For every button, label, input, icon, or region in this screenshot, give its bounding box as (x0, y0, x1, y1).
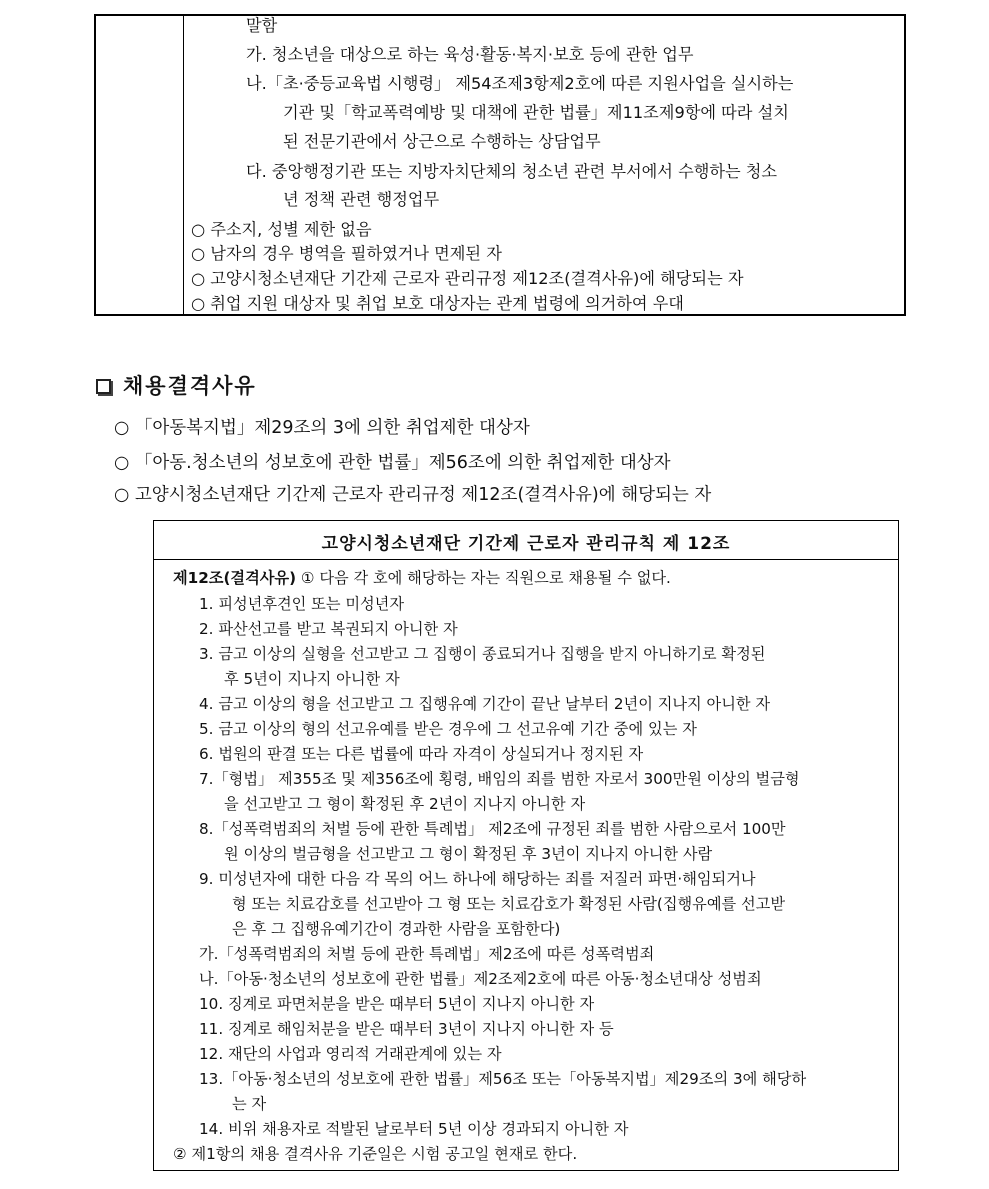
rule-item: 10. 징계로 파면처분을 받은 때부터 5년이 지나지 아니한 자 (199, 995, 595, 1013)
rule-item: 6. 법원의 판결 또는 다른 법률에 따라 자격이 상실되거나 정지된 자 (199, 745, 644, 763)
table-line: 가. 청소년을 대상으로 하는 육성·활동·복지·보호 등에 관한 업무 (246, 45, 694, 64)
disqualification-bullet: ○ 「아동.청소년의 성보호에 관한 법률」제56조에 의한 취업제한 대상자 (114, 453, 671, 473)
table-line: 말함 (246, 16, 278, 35)
rule-item-continued: 는 자 (232, 1095, 267, 1113)
rule-item-continued: 은 후 그 집행유예기간이 경과한 사람을 포함한다) (232, 920, 561, 938)
rule-item: 12. 재단의 사업과 영리적 거래관계에 있는 자 (199, 1045, 502, 1063)
checkbox-square-icon (96, 379, 111, 394)
rule-item: 2. 파산선고를 받고 복권되지 아니한 자 (199, 620, 458, 638)
article-intro: ① 다음 각 호에 해당하는 자는 직원으로 채용될 수 없다. (296, 569, 671, 587)
rule-title: 고양시청소년재단 기간제 근로자 관리규칙 제 12조 (321, 534, 731, 554)
table-line: 다. 중앙행정기관 또는 지방자치단체의 청소년 관련 부서에서 수행하는 청소 (246, 162, 778, 181)
rule-item: 3. 금고 이상의 실형을 선고받고 그 집행이 종료되거나 집행을 받지 아니하기로 확정된 (199, 645, 766, 663)
disqualification-bullet: ○ 「아동복지법」제29조의 3에 의한 취업제한 대상자 (114, 418, 530, 438)
rule-item-continued: 후 5년이 지나지 아니한 자 (224, 670, 400, 688)
article-label: 제12조(결격사유) (173, 569, 297, 587)
section-heading-text: 채용결격사유 (123, 374, 257, 398)
table-bullet: ○ 남자의 경우 병역을 필하였거나 면제된 자 (191, 244, 502, 263)
table-line: 된 전문기관에서 상근으로 수행하는 상담업무 (283, 132, 601, 151)
rule-subitem: 가.「성폭력범죄의 처벌 등에 관한 특례법」제2조에 따른 성폭력범죄 (199, 945, 655, 963)
rule-item: 4. 금고 이상의 형을 선고받고 그 집행유예 기간이 끝난 날부터 2년이 지나지 아니한 자 (199, 695, 771, 713)
table-bullet: ○ 주소지, 성별 제한 없음 (191, 220, 372, 239)
rule-subitem: 나.「아동·청소년의 성보호에 관한 법률」제2조제2호에 따른 아동·청소년대상 성범죄 (199, 970, 762, 988)
rule-item: 11. 징계로 해임처분을 받은 때부터 3년이 지나지 아니한 자 등 (199, 1020, 614, 1038)
rule-item-continued: 을 선고받고 그 형이 확정된 후 2년이 지나지 아니한 자 (224, 795, 586, 813)
rule-item-continued: 형 또는 치료감호를 선고받아 그 형 또는 치료감호가 확정된 사람(집행유예를 선고받 (232, 895, 786, 913)
article-heading (173, 568, 671, 588)
rule-item: 9. 미성년자에 대한 다음 각 목의 어느 하나에 해당하는 죄를 저질러 파면·해임되거나 (199, 870, 756, 888)
section-heading (96, 370, 257, 400)
disqualification-bullet: ○ 고양시청소년재단 기간제 근로자 관리규정 제12조(결격사유)에 해당되는 자 (114, 485, 712, 505)
table-bullet: ○ 고양시청소년재단 기간제 근로자 관리규정 제12조(결격사유)에 해당되는 자 (191, 269, 744, 288)
rule-item: 7.「형법」 제355조 및 제356조에 횡령, 배임의 죄를 범한 자로서 300만원 이상의 벌금형 (199, 770, 800, 788)
table-column-divider (183, 16, 184, 314)
table-line: 나.「초·중등교육법 시행령」 제54조제3항제2호에 따른 지원사업을 실시하는 (246, 74, 794, 93)
rule-item: 13.「아동·청소년의 성보호에 관한 법률」제56조 또는「아동복지법」제29조의 3에 해당하 (199, 1070, 807, 1088)
rule-item: 8.「성폭력범죄의 처벌 등에 관한 특례법」 제2조에 규정된 죄를 범한 사람으로서 100만 (199, 820, 786, 838)
rule-item: 1. 피성년후견인 또는 미성년자 (199, 595, 405, 613)
table-line: 기관 및「학교폭력예방 및 대책에 관한 법률」제11조제9항에 따라 설치 (283, 103, 789, 122)
rule-item: 14. 비위 채용자로 적발된 날로부터 5년 이상 경과되지 아니한 자 (199, 1120, 629, 1138)
rule-clause-2: ② 제1항의 채용 결격사유 기준일은 시험 공고일 현재로 한다. (173, 1145, 578, 1163)
rule-item-continued: 원 이상의 벌금형을 선고받고 그 형이 확정된 후 3년이 지나지 아니한 사람 (224, 845, 713, 863)
table-line: 년 정책 관련 행정업무 (283, 190, 440, 209)
rule-item: 5. 금고 이상의 형의 선고유예를 받은 경우에 그 선고유예 기간 중에 있는 자 (199, 720, 697, 738)
table-bullet: ○ 취업 지원 대상자 및 취업 보호 대상자는 관계 법령에 의거하여 우대 (191, 294, 684, 313)
